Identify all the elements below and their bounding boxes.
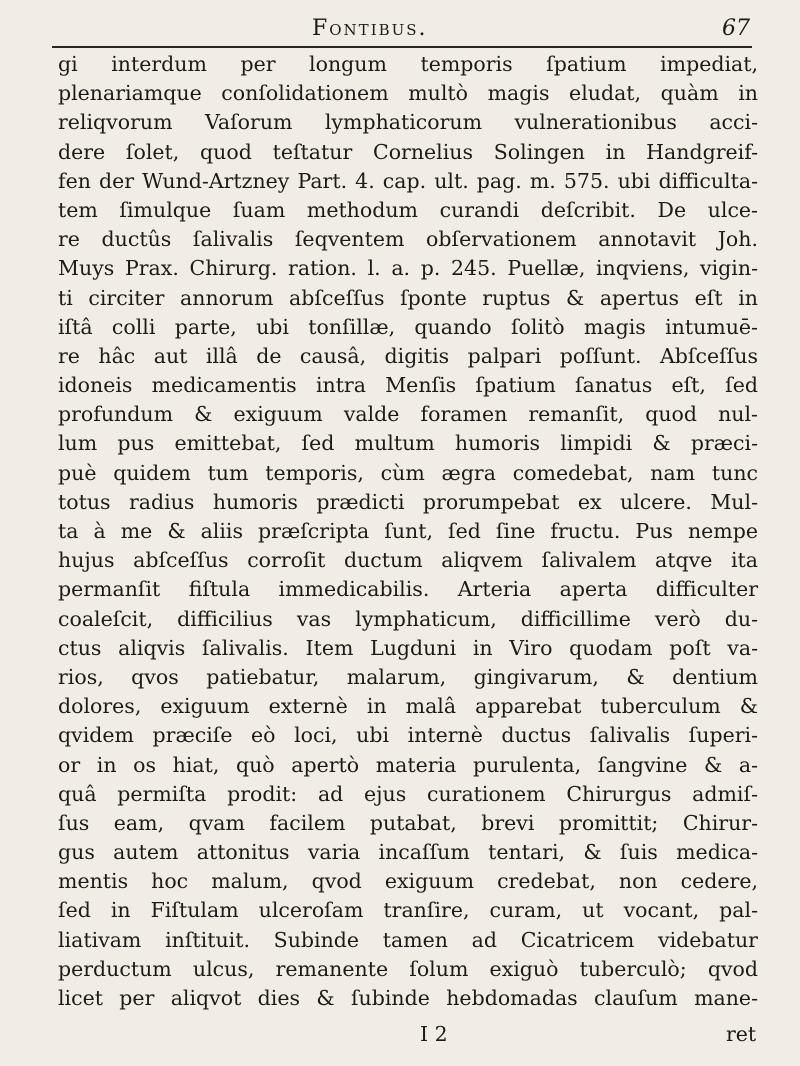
text-line: gi interdum per longum temporis ſpatium impediat, bbox=[58, 52, 758, 76]
text-line: ti circiter annorum abſceſſus ſponte ruptus & apertus eſt in bbox=[58, 285, 758, 310]
text-line: tem ſimulque ſuam methodum curandi deſcribit. De ulce- bbox=[58, 197, 758, 222]
page-header bbox=[0, 6, 800, 46]
text-line: re ductûs ſalivalis ſeqventem obſervationem annotavit Joh. bbox=[58, 227, 758, 252]
text-line: re hâc aut illâ de causâ, digitis palpari poſſunt. Abſceſſus bbox=[58, 343, 758, 368]
text-line: fen der Wund-Artzney Part. 4. cap. ult. pag. m. 575. ubi difficulta- bbox=[58, 168, 758, 193]
text-line: totus radius humoris prædicti prorumpebat ex ulcere. Mul- bbox=[58, 489, 758, 514]
text-line: ſus eam, qvam facilem putabat, brevi promittit; Chirur- bbox=[58, 810, 758, 835]
text-line: permanſit fiſtula immedicabilis. Arteria aperta difficulter bbox=[58, 577, 758, 602]
running-title: Fontibus. bbox=[312, 16, 428, 41]
page-footer bbox=[0, 1022, 800, 1052]
text-line: Muys Prax. Chirurg. ration. l. a. p. 245. Puellæ, inqviens, vigin- bbox=[58, 256, 758, 281]
text-line: lum pus emittebat, ſed multum humoris limpidi & præci- bbox=[58, 431, 758, 456]
body-text bbox=[58, 50, 758, 1013]
text-line: rios, qvos patiebatur, malarum, gingivarum, & dentium bbox=[58, 664, 758, 689]
text-line: or in os hiat, quò apertò materia purulenta, ſangvine & a- bbox=[58, 752, 758, 777]
text-line: dere ſolet, quod teſtatur Cornelius Solingen in Handgreif- bbox=[58, 139, 758, 164]
signature-mark: I 2 bbox=[420, 1022, 448, 1046]
text-line: idoneis medicamentis intra Menſis ſpatium ſanatus eſt, ſed bbox=[58, 373, 758, 398]
text-line: dolores, exiguum externè in malâ apparebat tuberculum & bbox=[58, 694, 758, 719]
text-line: quâ permiſta prodit: ad ejus curationem Chirurgus admiſ- bbox=[58, 781, 758, 806]
text-line: ſed in Fiſtulam ulceroſam tranſire, curam, ut vocant, pal- bbox=[58, 898, 758, 923]
text-line: puè quidem tum temporis, cùm ægra comedebat, nam tunc bbox=[58, 460, 758, 485]
text-line: ctus aliqvis ſalivalis. Item Lugduni in Viro quodam poſt va- bbox=[58, 635, 758, 660]
text-line: hujus abſceſſus corroſit ductum aliqvem ſalivalem atqve ita bbox=[58, 548, 758, 573]
text-line: profundum & exiguum valde foramen remanſit, quod nul- bbox=[58, 402, 758, 427]
text-line: mentis hoc malum, qvod exiguum credebat, non cedere, bbox=[58, 869, 758, 894]
text-line: qvidem præciſe eò loci, ubi internè ductus ſalivalis ſuperi- bbox=[58, 723, 758, 748]
text-line: liativam inſtituit. Subinde tamen ad Cicatricem videbatur bbox=[58, 927, 758, 952]
header-rule bbox=[52, 46, 752, 48]
text-line: gus autem attonitus varia incaſſum tentari, & ſuis medica- bbox=[58, 840, 758, 865]
page-number: 67 bbox=[722, 16, 750, 41]
text-line: licet per aliqvot dies & ſubinde hebdomadas clauſum mane- bbox=[58, 986, 758, 1010]
text-line: plenariamque conſolidationem multò magis eludat, quàm in bbox=[58, 81, 758, 106]
text-line: ta à me & aliis præſcripta ſunt, ſed ſine fructu. Pus nempe bbox=[58, 519, 758, 543]
text-line: iſtâ colli parte, ubi tonſillæ, quando ſolitò magis intumuē- bbox=[58, 314, 758, 339]
text-line: reliqvorum Vaſorum lymphaticorum vulnerationibus acci- bbox=[58, 110, 758, 135]
catchword: ret bbox=[726, 1022, 757, 1046]
text-line: perductum ulcus, remanente ſolum exiguò tuberculò; qvod bbox=[58, 956, 758, 981]
text-line: coaleſcit, difficilius vas lymphaticum, difficillime verò du- bbox=[58, 606, 758, 631]
